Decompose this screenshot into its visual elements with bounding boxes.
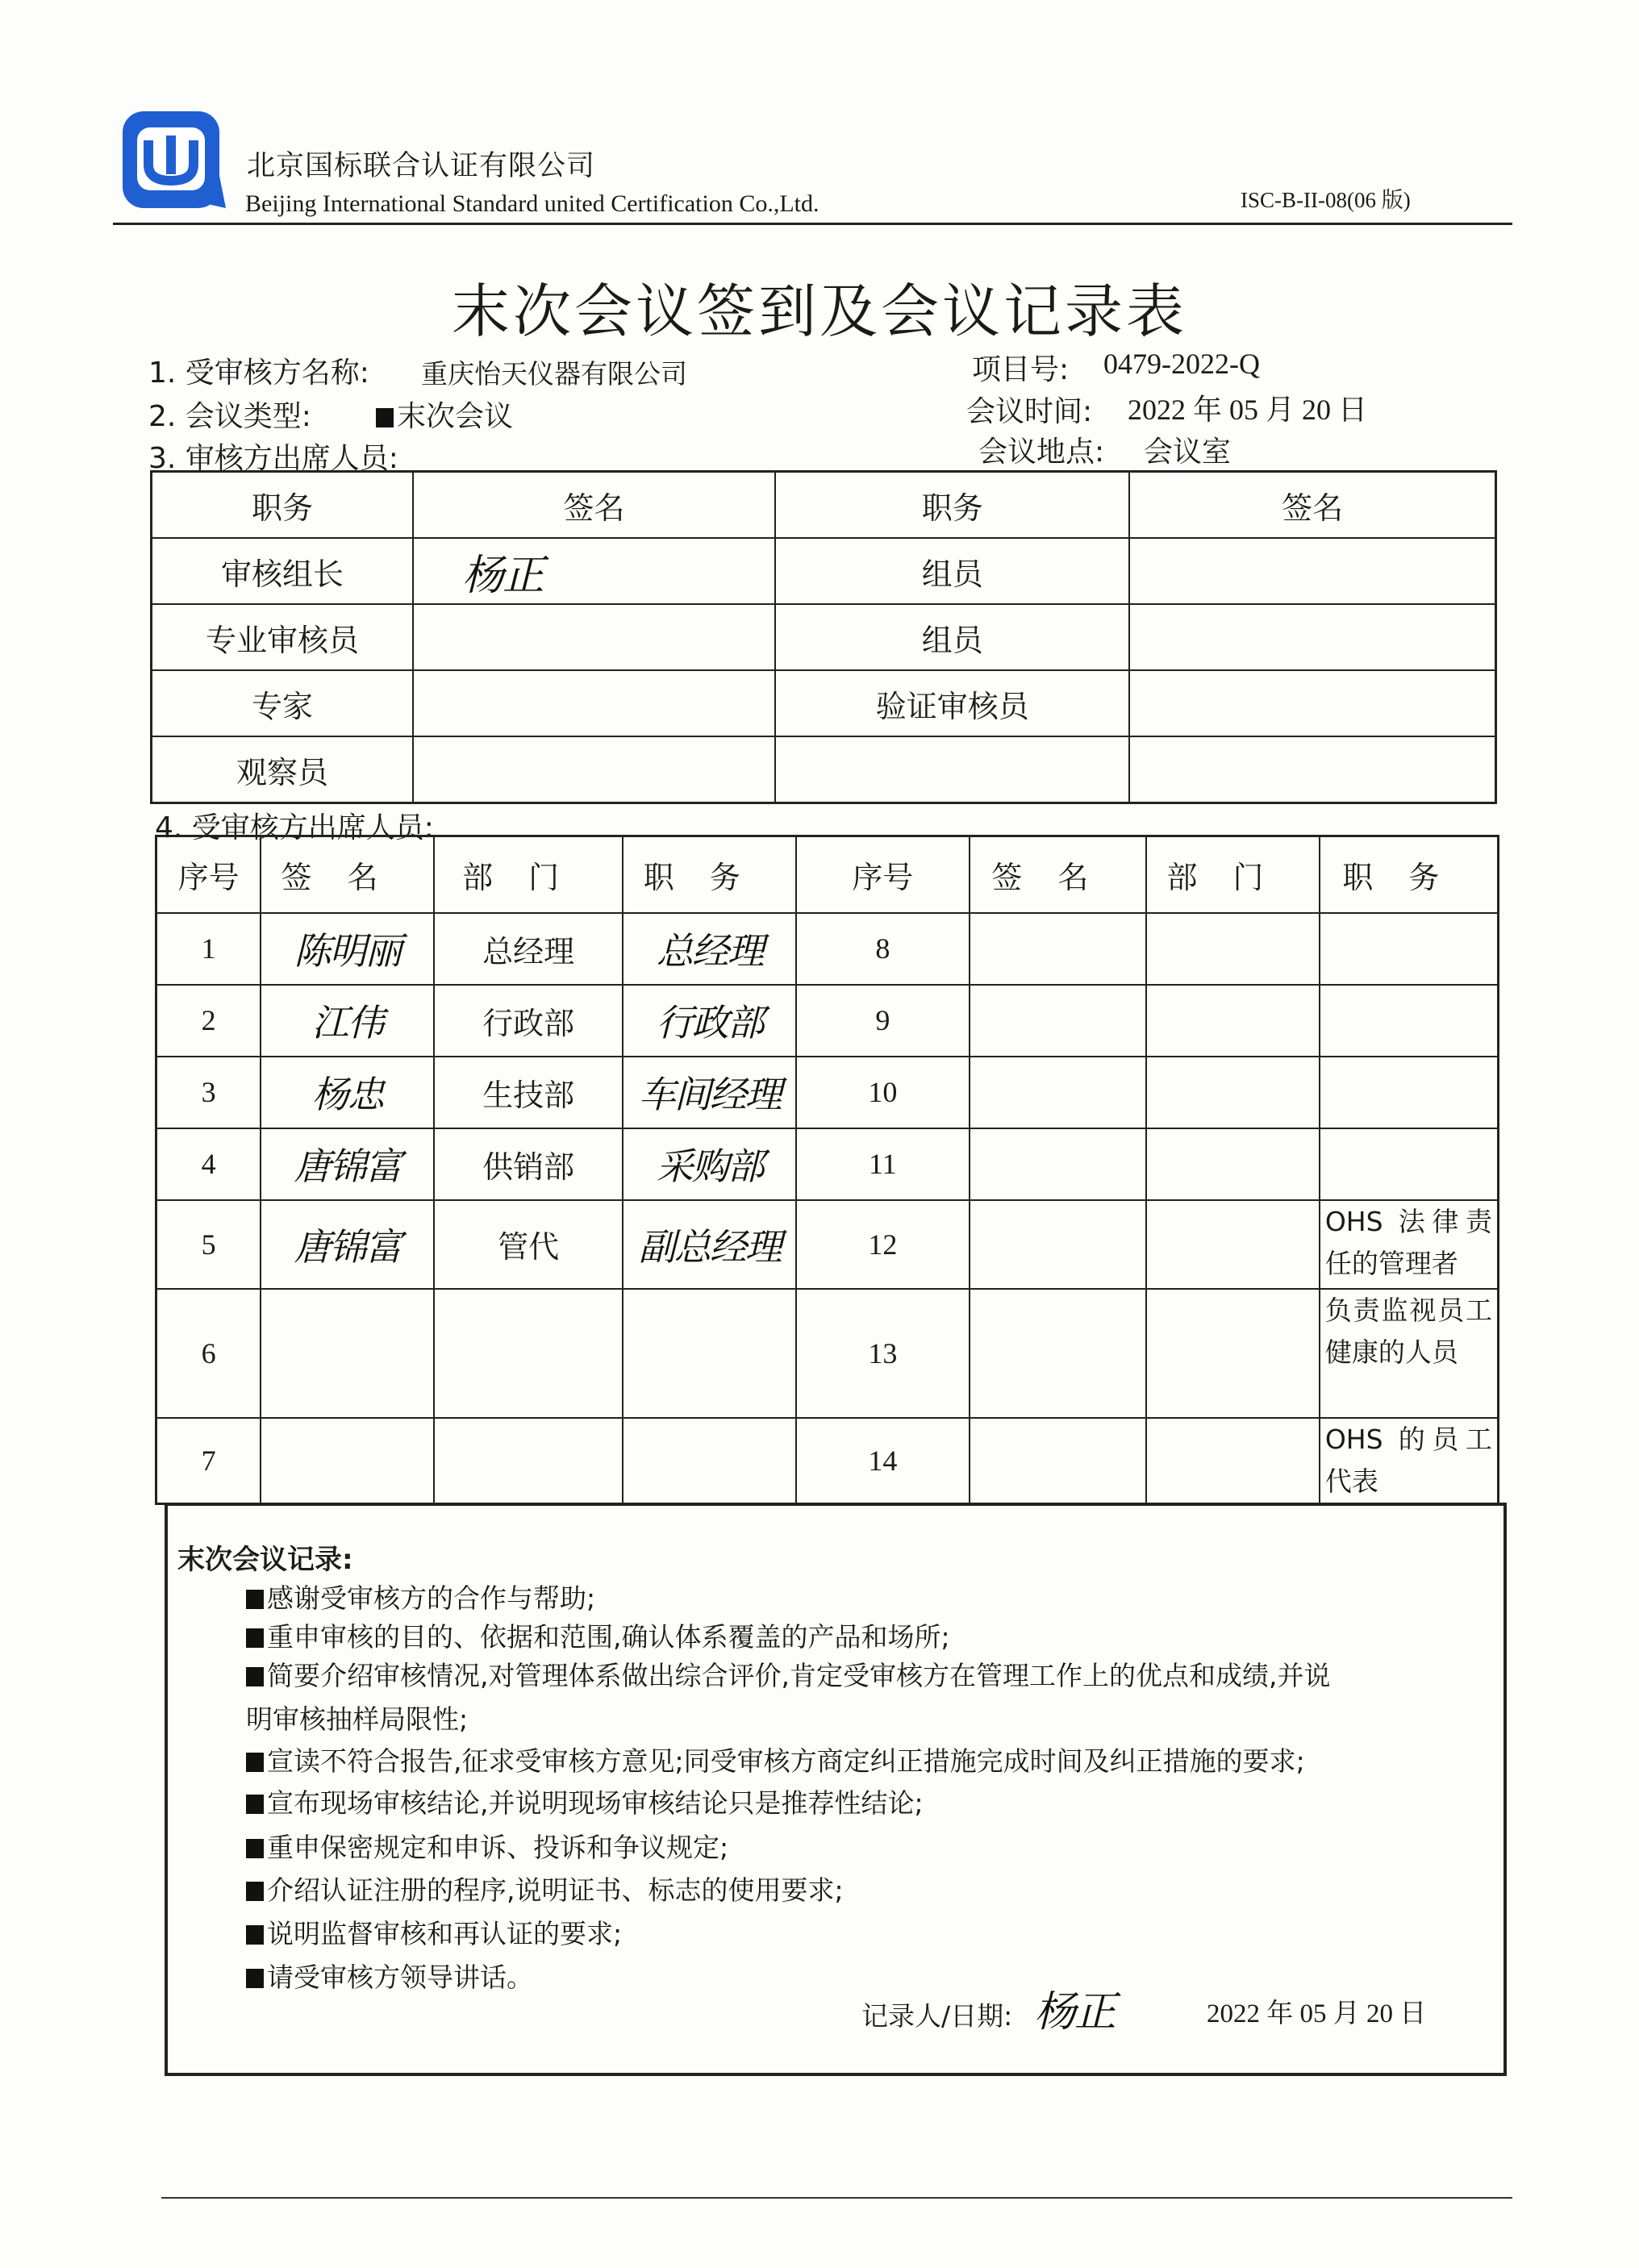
signature-cell (413, 604, 775, 670)
record-item: 说明监督审核和再认证的要求; (246, 1913, 622, 1951)
meeting-place-value: 会议室 (1144, 436, 1232, 469)
signature-cell (1129, 736, 1495, 803)
auditee-attendees-label: 4. 受审核方出席人员: (155, 811, 434, 844)
header-no: 序号 (156, 836, 261, 913)
handwritten-signature: 杨忠 (311, 1073, 383, 1116)
header-divider (113, 223, 1512, 225)
meeting-type-value: 末次会议 (397, 400, 514, 433)
signature-cell (1129, 604, 1495, 670)
header-role: 职务 (775, 472, 1129, 539)
handwritten-position: 总经理 (656, 929, 763, 973)
header-department: 部门 (1146, 836, 1320, 913)
table-row: 2 江伟 行政部 行政部 9 (156, 985, 1499, 1057)
auditee-attendance-table (155, 835, 1499, 1505)
handwritten-signature: 江伟 (311, 1001, 383, 1044)
record-heading: 末次会议记录: (177, 1544, 353, 1576)
company-name-cn: 北京国标联合认证有限公司 (247, 150, 596, 182)
role-cell (775, 736, 1129, 803)
header-role: 职务 (152, 472, 413, 539)
role-cell: 验证审核员 (775, 670, 1129, 736)
header-position: 职务 (1320, 836, 1499, 913)
checkbox-checked-icon (246, 1969, 264, 1988)
position-note: 负责监视员工健康的人员 (1320, 1289, 1499, 1418)
recorder-date: 2022 年 05 月 20 日 (1207, 1999, 1427, 2028)
signature-cell (1129, 538, 1495, 604)
role-cell: 专家 (152, 670, 413, 736)
header-position: 职务 (623, 836, 796, 913)
meeting-time-label: 会议时间: (966, 395, 1093, 428)
checkbox-checked-icon (246, 1925, 264, 1945)
signature-cell (1129, 670, 1495, 736)
meeting-type-value-wrap (376, 394, 513, 435)
handwritten-signature: 陈明丽 (294, 929, 401, 973)
role-cell: 观察员 (152, 736, 413, 803)
footer-divider (161, 2197, 1512, 2199)
form-code: ISC-B-II-08(06 版) (1241, 188, 1411, 212)
checkbox-checked-icon (376, 408, 394, 427)
table-row: 3 杨忠 生技部 车间经理 10 (156, 1057, 1499, 1128)
company-name-en: Beijing International Standard united Certification Co.,Ltd. (245, 190, 820, 217)
record-item: 重申保密规定和申诉、投诉和争议规定; (246, 1827, 728, 1865)
role-cell: 审核组长 (152, 538, 413, 604)
handwritten-position: 副总经理 (638, 1224, 781, 1269)
record-item: 请受审核方领导讲话。 (246, 1957, 533, 1995)
record-item: 宣布现场审核结论,并说明现场审核结论只是推荐性结论; (246, 1782, 924, 1820)
meeting-time-value: 2022 年 05 月 20 日 (1128, 394, 1368, 426)
record-item: 宣读不符合报告,征求受审核方意见;同受审核方商定纠正措施完成时间及纠正措施的要求; (246, 1741, 1305, 1778)
record-item: 重申审核的目的、依据和范围,确认体系覆盖的产品和场所; (246, 1616, 950, 1654)
record-item: 简要介绍审核情况,对管理体系做出综合评价,肯定受审核方在管理工作上的优点和成绩,并说 (246, 1655, 1330, 1693)
checkbox-checked-icon (246, 1839, 264, 1858)
signature-cell (413, 736, 775, 803)
auditor-attendance-table (150, 470, 1497, 804)
recorder-signature: 杨正 (1034, 1988, 1116, 2037)
table-row: 4 唐锦富 供销部 采购部 11 (156, 1128, 1499, 1200)
table-row: 5 唐锦富 管代 副总经理 12 OHS 法律责任的管理者 (156, 1200, 1499, 1289)
header-no: 序号 (796, 836, 970, 913)
company-logo-icon (119, 108, 229, 216)
handwritten-signature: 唐锦富 (294, 1224, 401, 1269)
checkbox-checked-icon (246, 1667, 264, 1686)
handwritten-signature: 杨正 (461, 551, 543, 600)
role-cell: 专业审核员 (152, 604, 413, 670)
handwritten-position: 行政部 (656, 1001, 763, 1044)
record-item-continuation: 明审核抽样局限性; (246, 1703, 469, 1735)
handwritten-position: 采购部 (656, 1144, 763, 1188)
role-cell: 组员 (775, 604, 1129, 670)
table-row: 7 14 OHS 的员工代表 (156, 1418, 1499, 1504)
auditee-name-value: 重庆怡天仪器有限公司 (421, 358, 687, 390)
record-item: 介绍认证注册的程序,说明证书、标志的使用要求; (246, 1870, 844, 1907)
role-cell: 组员 (775, 538, 1129, 604)
checkbox-checked-icon (246, 1753, 264, 1772)
table-row: 1 陈明丽 总经理 总经理 8 (156, 913, 1499, 985)
header-signature: 签名 (261, 836, 434, 913)
record-item: 感谢受审核方的合作与帮助; (246, 1578, 595, 1616)
header-signature: 签名 (413, 472, 775, 539)
checkbox-checked-icon (246, 1628, 264, 1648)
handwritten-signature: 唐锦富 (294, 1144, 401, 1188)
signature-cell (413, 538, 775, 604)
project-number-label: 项目号: (972, 353, 1070, 386)
signature-cell (413, 670, 775, 736)
project-number-value: 0479-2022-Q (1103, 348, 1260, 380)
header-signature: 签名 (970, 836, 1147, 913)
page-title: 末次会议签到及会议记录表 (451, 277, 1187, 345)
checkbox-checked-icon (246, 1795, 264, 1814)
meeting-type-label: 2. 会议类型: (148, 400, 311, 433)
position-note: OHS 的员工代表 (1320, 1418, 1499, 1504)
auditor-attendees-label: 3. 审核方出席人员: (148, 442, 398, 475)
table-row: 6 13 负责监视员工健康的人员 (156, 1289, 1499, 1418)
checkbox-checked-icon (246, 1590, 264, 1609)
header-department: 部门 (434, 836, 623, 913)
auditee-name-label: 1. 受审核方名称: (148, 356, 369, 390)
recorder-label: 记录人/日期: (861, 2000, 1013, 2032)
handwritten-position: 车间经理 (638, 1073, 781, 1116)
meeting-place-label: 会议地点: (978, 436, 1105, 469)
position-note: OHS 法律责任的管理者 (1320, 1200, 1499, 1289)
header-signature: 签名 (1129, 472, 1495, 539)
checkbox-checked-icon (246, 1882, 264, 1901)
